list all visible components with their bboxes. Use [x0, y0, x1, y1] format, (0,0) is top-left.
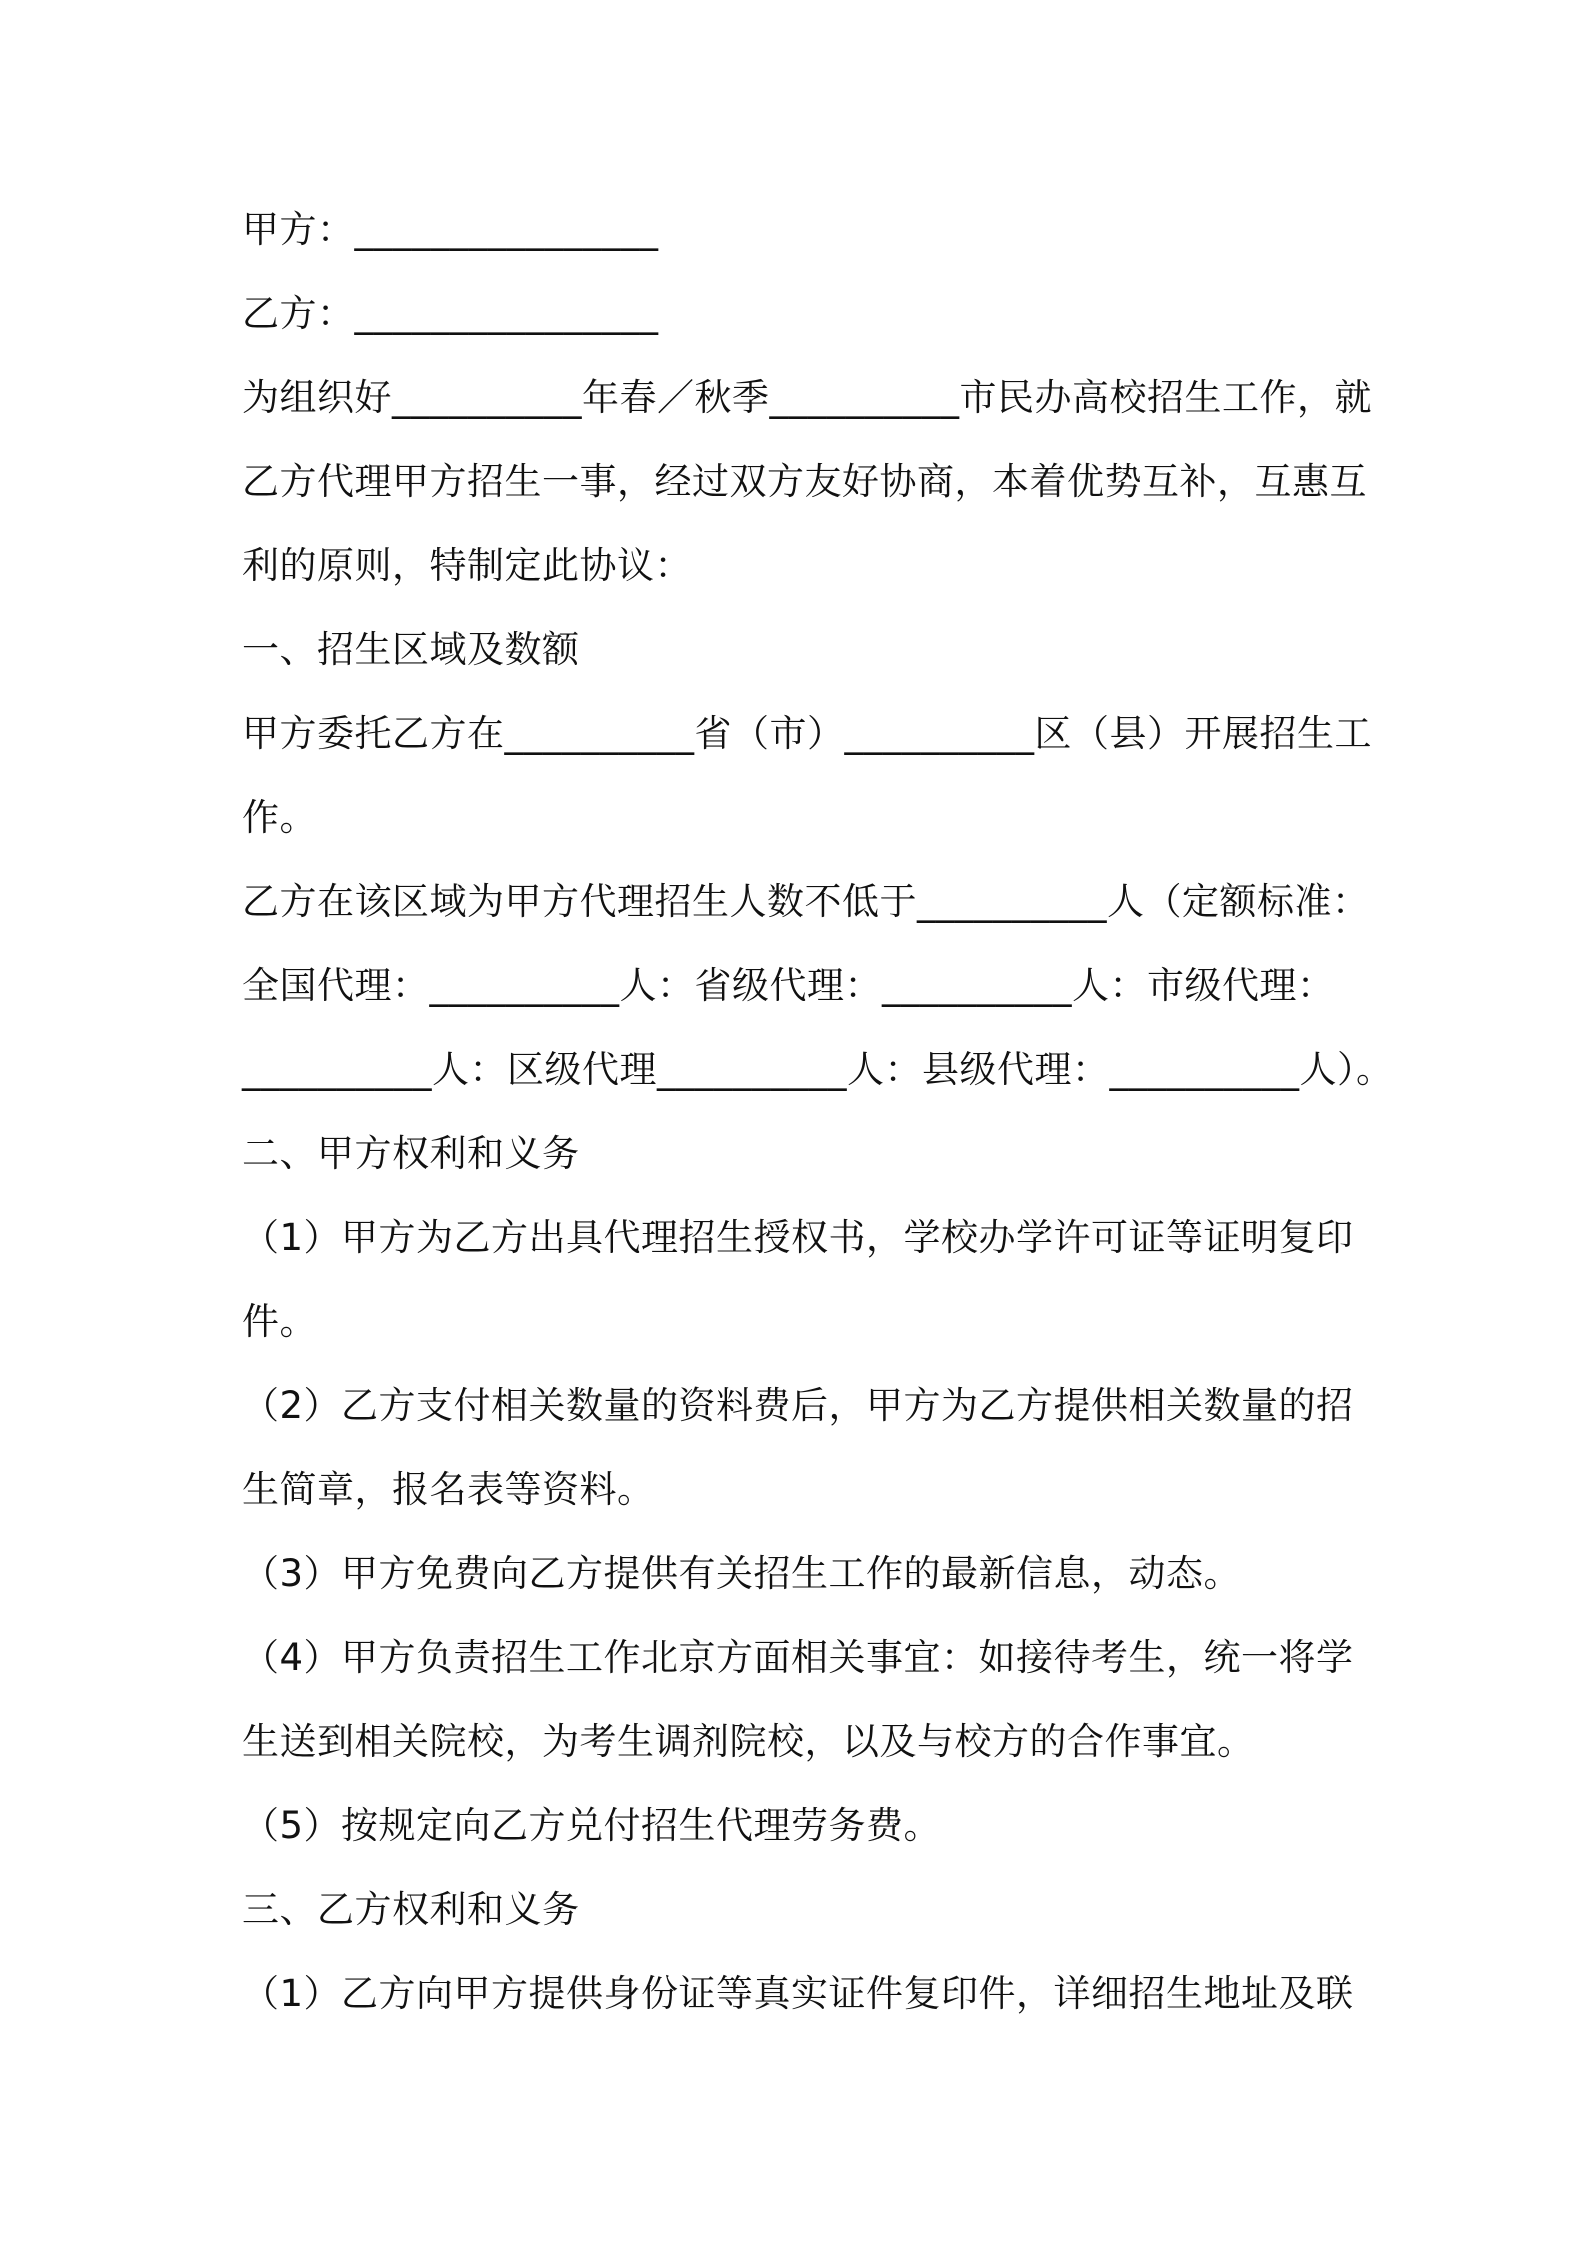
section-2-item-1-line-2: 件。 [242, 1300, 317, 1343]
section-2-item-5: （5）按规定向乙方兑付招生代理劳务费。 [242, 1804, 942, 1847]
section-3-heading: 三、乙方权利和义务 [242, 1888, 580, 1931]
section-2-heading: 二、甲方权利和义务 [242, 1132, 580, 1175]
section-2-item-3: （3）甲方免费向乙方提供有关招生工作的最新信息，动态。 [242, 1552, 1242, 1595]
preamble-line-2: 乙方代理甲方招生一事，经过双方友好协商，本着优势互补，互惠互 [242, 460, 1367, 503]
preamble-line-3: 利的原则，特制定此协议： [242, 544, 692, 587]
section-1-heading: 一、招生区域及数额 [242, 628, 580, 671]
section-1-text-line-5: __________人：区级代理__________人：县级代理：__________人）。 [242, 1048, 1394, 1091]
section-1-text-line-1: 甲方委托乙方在__________省（市）__________区（县）开展招生工 [242, 712, 1372, 755]
party-a-line: 甲方：________________ [242, 208, 659, 251]
section-2-item-4-line-2: 生送到相关院校，为考生调剂院校，以及与校方的合作事宜。 [242, 1720, 1255, 1763]
section-1-text-line-4: 全国代理：__________人：省级代理：__________人：市级代理： [242, 964, 1335, 1007]
section-1-text-line-2: 作。 [242, 796, 317, 839]
section-2-item-1-line-1: （1）甲方为乙方出具代理招生授权书，学校办学许可证等证明复印 [242, 1216, 1354, 1259]
preamble-line-1: 为组织好__________年春／秋季__________市民办高校招生工作，就 [242, 376, 1372, 419]
section-3-item-1-line-1: （1）乙方向甲方提供身份证等真实证件复印件，详细招生地址及联 [242, 1972, 1354, 2015]
section-1-text-line-3: 乙方在该区域为甲方代理招生人数不低于__________人（定额标准： [242, 880, 1370, 923]
section-2-item-4-line-1: （4）甲方负责招生工作北京方面相关事宜：如接待考生，统一将学 [242, 1636, 1354, 1679]
section-2-item-2-line-2: 生简章，报名表等资料。 [242, 1468, 655, 1511]
party-b-line: 乙方：________________ [242, 292, 659, 335]
section-2-item-2-line-1: （2）乙方支付相关数量的资料费后，甲方为乙方提供相关数量的招 [242, 1384, 1354, 1427]
